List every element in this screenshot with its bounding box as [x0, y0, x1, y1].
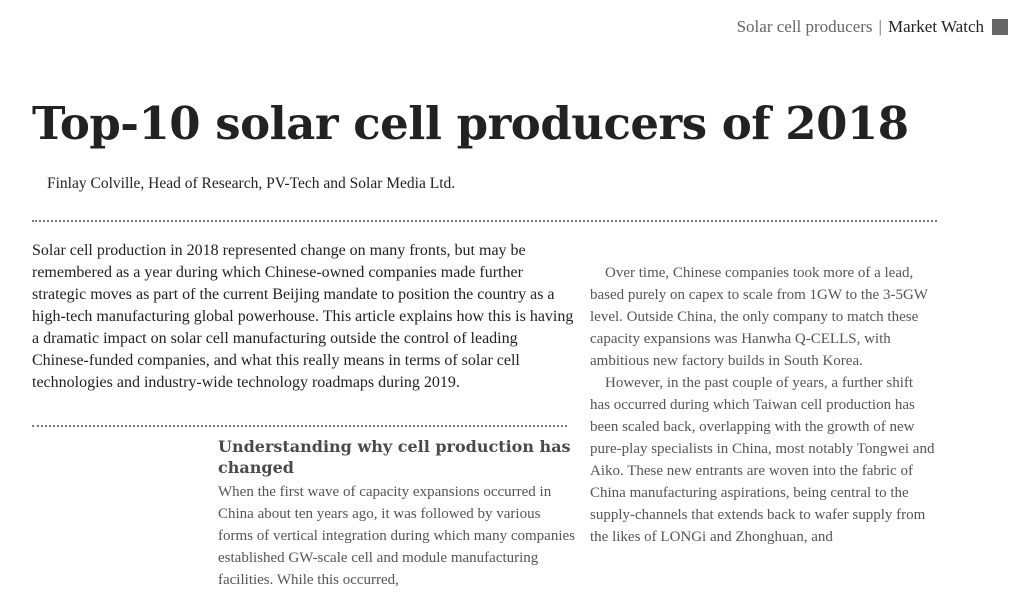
running-head-section: Solar cell producers	[736, 17, 873, 36]
article-title: Top-10 solar cell producers of 2018	[32, 97, 909, 150]
dotted-divider-intro	[32, 425, 567, 427]
running-head	[737, 17, 1008, 37]
section-marker-square	[992, 19, 1008, 35]
article-intro: Solar cell production in 2018 represented change on many fronts, but may be remembered as a year during which Chinese-owned companies made further strategic moves as part of the current Beijing mandate to position the country as a high-tech manufacturing global powerhouse. This article explains how this is having a dramatic impact on solar cell manufacturing outside the control of leading Chinese-funded companies, and what this really means in terms of solar cell technologies and industry-wide technology roadmaps during 2019.	[32, 242, 574, 391]
body-paragraph: Over time, Chinese companies took more of a lead, based purely on capex to scale from 1GW to the 3-5GW level. Outside China, the only company to match these capacity expansions was Hanwha Q-CELLS, with ambitious new factory builds in South Korea.	[590, 265, 928, 369]
section-subheading: Understanding why cell production has changed	[218, 437, 571, 477]
body-text-left-column: When the first wave of capacity expansions occurred in China about ten years ago, it was followed by various forms of vertical integration during which many companies established GW-scale cell and module manufacturing facilities. While this occurred,	[218, 484, 575, 588]
body-paragraph: However, in the past couple of years, a further shift has occurred during which Taiwan cell production has been scaled back, overlapping with the growth of new pure-play specialists in China, most notably Tongwei and Aiko. These new entrants are woven into the fabric of China manufacturing aspirations, being central to the supply-channels that extends back to wafer supply from the likes of LONGi and Zhonghuan, and	[590, 375, 935, 545]
dotted-divider-top	[32, 220, 937, 222]
body-right-column	[590, 262, 935, 548]
running-head-column: Market Watch	[887, 17, 984, 36]
article-byline: Finlay Colville, Head of Research, PV-Tech and Solar Media Ltd.	[47, 175, 456, 192]
running-head-separator: |	[878, 17, 882, 36]
